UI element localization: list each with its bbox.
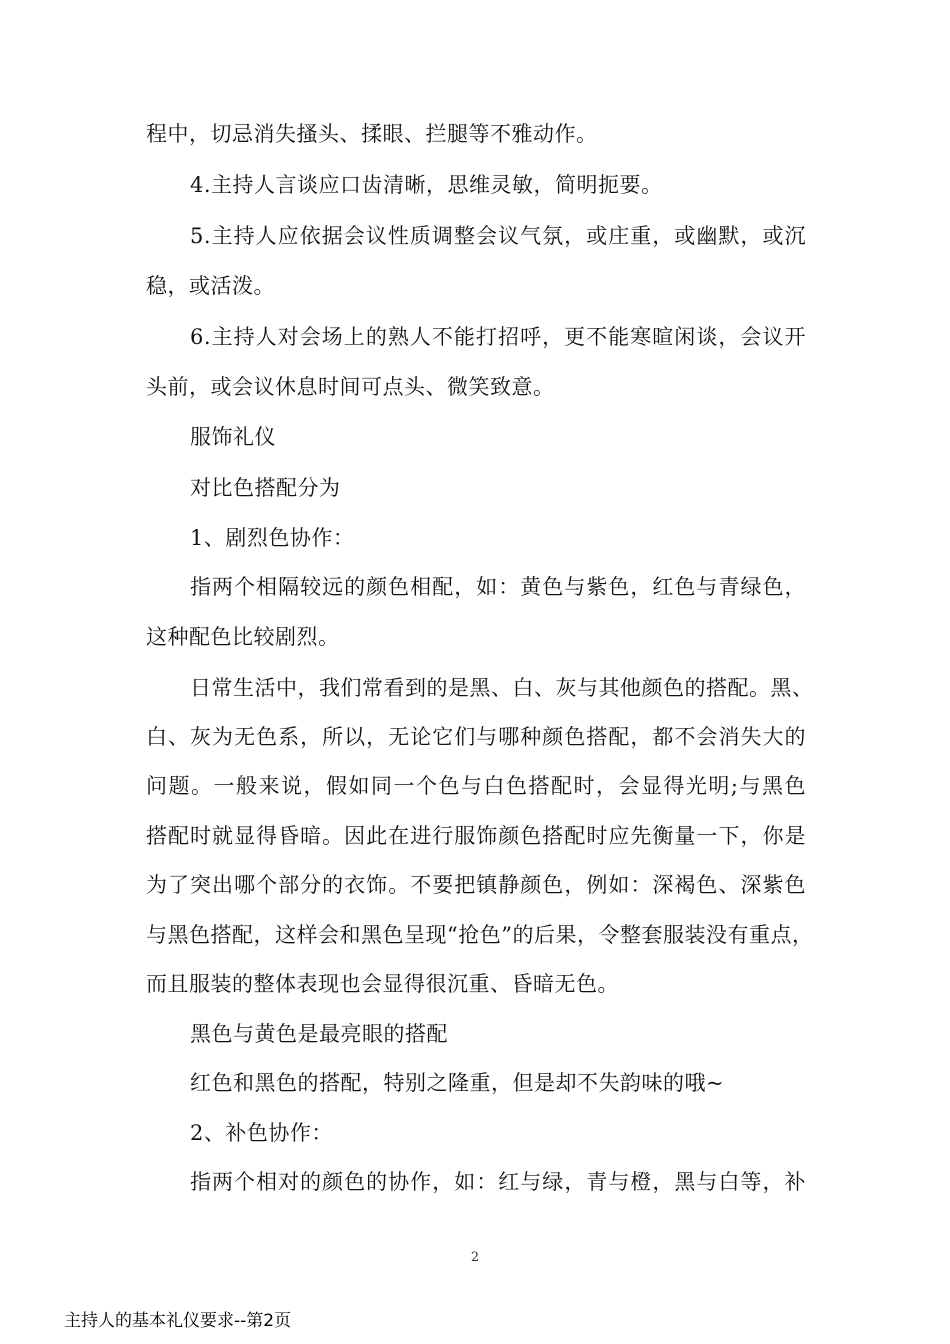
text-line: 搭配时就显得昏暗。因此在进行服饰颜色搭配时应先衡量一下，你是 [146,824,806,848]
text-line: 1、剧烈色协作： [190,526,355,550]
text-line: 黑色与黄色是最亮眼的搭配 [190,1022,448,1046]
text-line: 与黑色搭配，这样会和黑色呈现“抢色”的后果，令整套服装没有重点， [146,923,814,947]
text-line: 问题。一般来说，假如同一个色与白色搭配时，会显得光明;与黑色 [146,774,806,798]
text-line: 指两个相对的颜色的协作，如：红与绿，青与橙，黑与白等，补 [190,1170,806,1194]
text-line: 白、灰为无色系，所以，无论它们与哪种颜色搭配，都不会消失大的 [146,725,806,749]
text-line: 而且服装的整体表现也会显得很沉重、昏暗无色。 [146,972,619,996]
text-line: 对比色搭配分为 [190,476,341,500]
text-line: 红色和黑色的搭配，特别之隆重，但是却不失韵味的哦~ [190,1071,725,1095]
text-line: 2、补色协作： [190,1121,333,1145]
text-line: 5.主持人应依据会议性质调整会议气氛，或庄重，或幽默，或沉 [190,224,806,248]
text-line: 4.主持人言谈应口齿清晰，思维灵敏，简明扼要。 [190,173,663,197]
text-line: 日常生活中，我们常看到的是黑、白、灰与其他颜色的搭配。黑、 [190,676,814,700]
text-line: 这种配色比较剧烈。 [146,625,340,649]
text-line: 头前，或会议休息时间可点头、微笑致意。 [146,375,555,399]
page-number: 2 [470,1250,480,1265]
text-line: 为了突出哪个部分的衣饰。不要把镇静颜色，例如：深褐色、深紫色 [146,873,806,897]
text-line: 稳，或活泼。 [146,274,275,298]
text-line: 指两个相隔较远的颜色相配，如：黄色与紫色，红色与青绿色， [190,575,806,599]
text-line: 6.主持人对会场上的熟人不能打招呼，更不能寒暄闲谈，会议开 [190,325,806,349]
page-footer: 主持人的基本礼仪要求--第2页 [64,1311,292,1331]
text-line: 程中，切忌消失搔头、揉眼、拦腿等不雅动作。 [146,122,598,146]
section-heading: 服饰礼仪 [190,425,276,449]
